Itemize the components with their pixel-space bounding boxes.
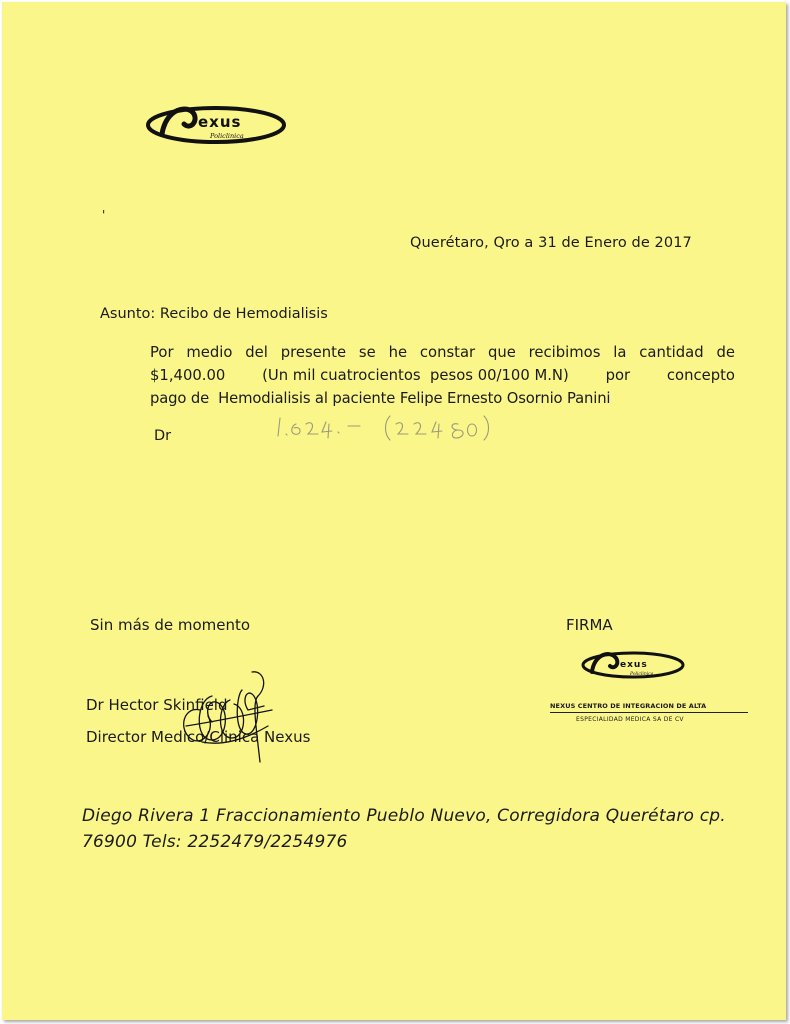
word: cantidad: [639, 344, 704, 361]
word: del: [245, 344, 268, 361]
word: constar: [419, 344, 476, 361]
body-line-1: [150, 344, 735, 361]
word: por: [605, 367, 631, 384]
firma-label: FIRMA: [566, 616, 613, 634]
word: concepto: [666, 367, 735, 384]
body-line-3: pago de Hemodialisis al paciente Felipe Ernesto Osornio Panini: [150, 390, 611, 407]
word: presente: [280, 344, 347, 361]
stamp-company-type: ESPECIALIDAD MEDICA SA DE CV: [576, 716, 684, 723]
handwritten-signature: [172, 666, 282, 766]
word: de: [716, 344, 735, 361]
svg-text:Policlinica: Policlinica: [630, 672, 654, 677]
svg-text:exus: exus: [620, 660, 648, 670]
dr-label: Dr: [154, 428, 172, 444]
svg-text:Policlinica: Policlinica: [210, 132, 244, 140]
address-line-2: 76900 Tels: 2252479/2254976: [82, 832, 348, 852]
word: la: [613, 344, 627, 361]
signatory-name: Dr Hector Skinfield: [86, 696, 228, 714]
stamp-company-name: NEXUS CENTRO DE INTEGRACION DE ALTA: [550, 702, 707, 710]
svg-text:exus: exus: [198, 113, 242, 131]
address-line-1: Diego Rivera 1 Fraccionamiento Pueblo Nuevo, Corregidora Querétaro cp.: [82, 806, 726, 826]
word: Por: [150, 344, 174, 361]
letter-page: [2, 2, 786, 1020]
word: que: [487, 344, 516, 361]
signatory-title: Director Medico/Clinica Nexus: [86, 728, 311, 746]
body-line-2: [150, 367, 735, 384]
nexus-logo: [144, 100, 288, 150]
word: se: [358, 344, 376, 361]
word: he: [388, 344, 408, 361]
stray-mark: ': [102, 208, 106, 222]
date-line: Querétaro, Qro a 31 de Enero de 2017: [410, 235, 692, 251]
amount: $1,400.00: [150, 367, 226, 384]
stamp-divider: [550, 712, 748, 713]
handwritten-note: [272, 412, 502, 442]
word: medio: [186, 344, 233, 361]
subject-line: Asunto: Recibo de Hemodialisis: [100, 306, 328, 322]
amount-in-words: (Un mil cuatrocientos pesos 00/100 M.N): [262, 367, 569, 384]
stamp-logo: [580, 648, 686, 682]
closing-text: Sin más de momento: [90, 616, 251, 634]
word: recibimos: [528, 344, 601, 361]
